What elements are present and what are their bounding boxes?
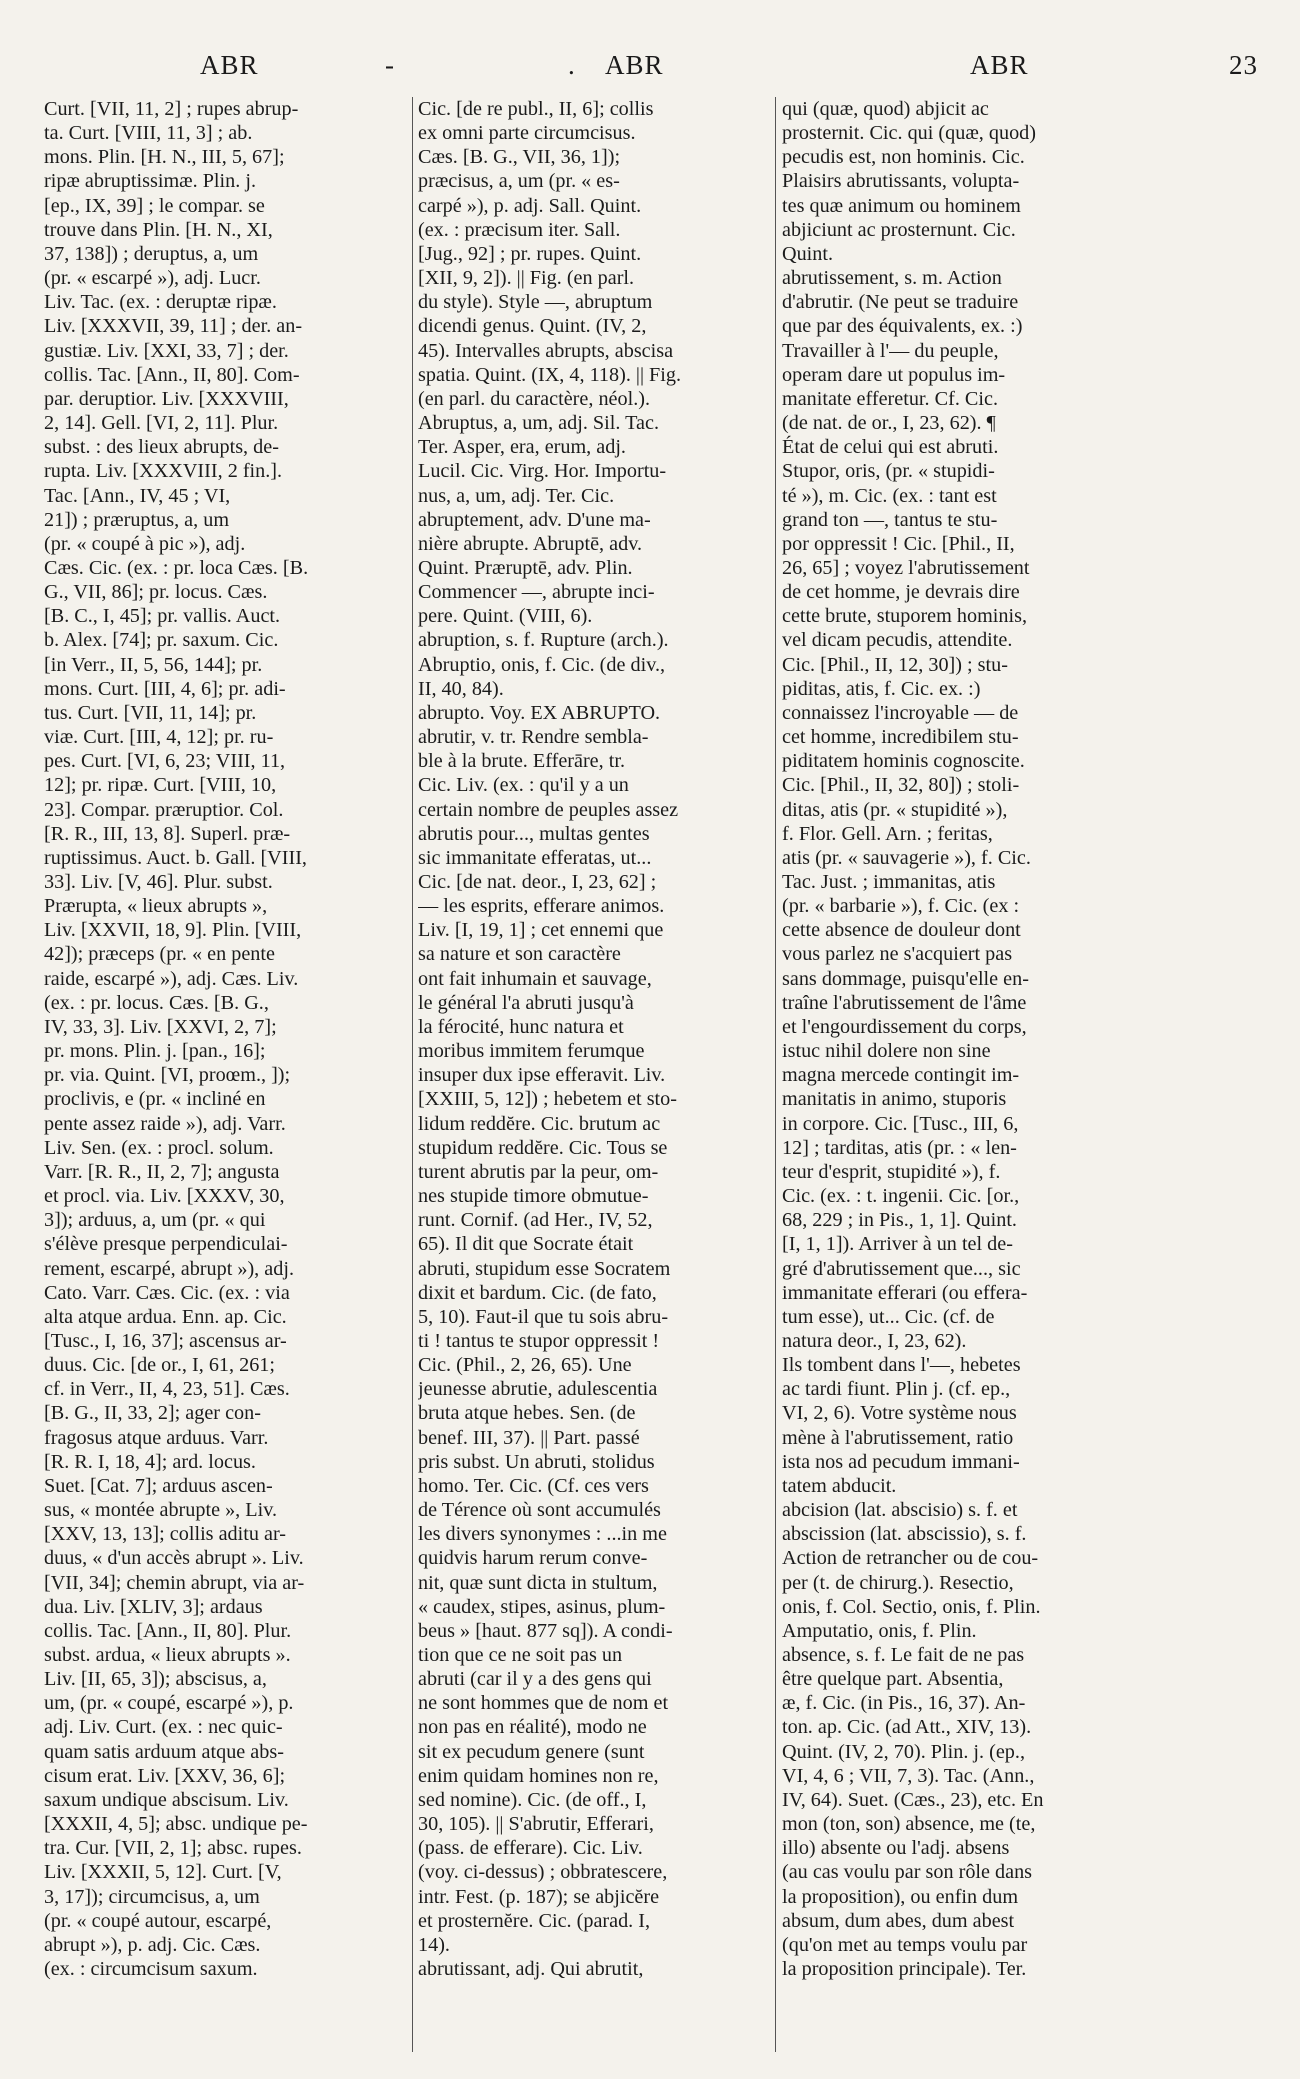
- text-line: piditatem hominis cognoscite.: [782, 750, 1025, 773]
- text-line: sa nature et son caractère: [418, 943, 621, 966]
- text-line: istuc nihil dolere non sine: [782, 1040, 991, 1063]
- text-line: ble à la brute. Efferāre, tr.: [418, 750, 625, 773]
- text-line: pes. Curt. [VI, 6, 23; VIII, 11,: [44, 750, 286, 773]
- text-line: 23]. Compar. præruptior. Col.: [44, 798, 284, 821]
- text-line: vel dicam pecudis, attendite.: [782, 629, 1013, 652]
- text-line: pecudis est, non hominis. Cic.: [782, 146, 1025, 169]
- text-line: la férocité, hunc natura et: [418, 1015, 624, 1038]
- text-line: pr. mons. Plin. j. [pan., 16];: [44, 1040, 266, 1063]
- text-line: abruti (car il y a des gens qui: [418, 1668, 652, 1691]
- text-line: enim quidam homines non re,: [418, 1764, 659, 1787]
- text-line: 14).: [418, 1933, 450, 1956]
- text-line: Ils tombent dans l'—, hebetes: [782, 1354, 1021, 1377]
- text-line: manitatis in animo, stuporis: [782, 1088, 1007, 1111]
- header-middle-word: ABR: [605, 50, 664, 80]
- text-line: tes quæ animum ou hominem: [782, 194, 1021, 217]
- text-line: nes stupide timore obmutue-: [418, 1185, 649, 1208]
- text-line: rupta. Liv. [XXXVIII, 2 fin.].: [44, 460, 283, 483]
- text-line: magna mercede contingit im-: [782, 1064, 1020, 1087]
- text-line: cette absence de douleur dont: [782, 919, 1021, 942]
- text-line: [ep., IX, 39] ; le compar. se: [44, 194, 265, 217]
- text-line: beus » [haut. 877 sq]). A condi-: [418, 1619, 673, 1642]
- text-line: abrupto. Voy. EX ABRUPTO.: [418, 701, 661, 724]
- text-line: 68, 229 ; in Pis., 1, 1]. Quint.: [782, 1209, 1017, 1232]
- text-line: 21]) ; præruptus, a, um: [44, 508, 230, 531]
- text-column-2: [418, 97, 768, 2057]
- text-line: ista nos ad pecudum immani-: [782, 1450, 1020, 1473]
- text-line: [in Verr., II, 5, 56, 144]; pr.: [44, 653, 263, 676]
- text-line: abrupt »), p. adj. Cic. Cæs.: [44, 1933, 261, 1956]
- text-line: Commencer —, abrupte inci-: [418, 581, 655, 604]
- text-line: tus. Curt. [VII, 11, 14]; pr.: [44, 701, 257, 724]
- text-line: adj. Liv. Curt. (ex. : nec quic-: [44, 1716, 283, 1739]
- text-line: 37, 138]) ; deruptus, a, um: [44, 242, 259, 265]
- text-line: illo) absente ou l'adj. absens: [782, 1837, 1010, 1860]
- text-line: b. Alex. [74]; pr. saxum. Cic.: [44, 629, 279, 652]
- text-line: ditas, atis (pr. « stupidité »),: [782, 798, 1008, 821]
- text-line: Prærupta, « lieux abrupts »,: [44, 895, 268, 918]
- text-line: Suet. [Cat. 7]; arduus ascen-: [44, 1474, 273, 1497]
- text-line: sit ex pecudum genere (sunt: [418, 1740, 645, 1763]
- text-line: tra. Cur. [VII, 2, 1]; absc. rupes.: [44, 1837, 302, 1860]
- text-line: gustiæ. Liv. [XXI, 33, 7] ; der.: [44, 339, 289, 362]
- text-line: [XII, 9, 2]). || Fig. (en parl.: [418, 267, 635, 290]
- text-line: mons. Plin. [H. N., III, 5, 67];: [44, 146, 285, 169]
- text-line: [Tusc., I, 16, 37]; ascensus ar-: [44, 1329, 287, 1352]
- text-line: carpé »), p. adj. Sall. Quint.: [418, 194, 642, 217]
- text-line: Plaisirs abrutissants, volupta-: [782, 170, 1020, 193]
- text-line: Varr. [R. R., II, 2, 7]; angusta: [44, 1160, 280, 1183]
- text-line: piditas, atis, f. Cic. ex. :): [782, 677, 981, 700]
- text-line: immanitate efferari (ou effera-: [782, 1281, 1028, 1304]
- text-line: Cæs. [B. G., VII, 36, 1]);: [418, 146, 621, 169]
- text-line: nière abrupte. Abruptē, adv.: [418, 532, 643, 555]
- header-right-word: ABR: [970, 50, 1029, 80]
- text-line: nus, a, um, adj. Ter. Cic.: [418, 484, 615, 507]
- text-line: (de nat. de or., I, 23, 62). ¶: [782, 412, 996, 435]
- text-line: cisum erat. Liv. [XXV, 36, 6];: [44, 1764, 286, 1787]
- text-line: quam satis arduum atque abs-: [44, 1740, 284, 1763]
- text-line: [Jug., 92] ; pr. rupes. Quint.: [418, 242, 642, 265]
- text-line: subst. : des lieux abrupts, de-: [44, 436, 279, 459]
- text-line: Curt. [VII, 11, 2] ; rupes abrup-: [44, 98, 299, 120]
- text-line: du style). Style —, abruptum: [418, 291, 653, 314]
- page-number: 23: [1229, 50, 1258, 80]
- text-line: [B. C., I, 45]; pr. vallis. Auct.: [44, 605, 281, 628]
- text-line: Lucil. Cic. Virg. Hor. Importu-: [418, 460, 667, 483]
- text-line: per (t. de chirurg.). Resectio,: [782, 1571, 1014, 1594]
- text-line: traîne l'abrutissement de l'âme: [782, 991, 1027, 1014]
- text-line: rement, escarpé, abrupt »), adj.: [44, 1257, 294, 1280]
- text-line: ta. Curt. [VIII, 11, 3] ; ab.: [44, 122, 253, 145]
- text-line: abruti, stupidum esse Socratem: [418, 1257, 671, 1280]
- text-line: (ex. : præcisum iter. Sall.: [418, 218, 621, 241]
- text-line: raide, escarpé »), adj. Cæs. Liv.: [44, 967, 299, 990]
- text-line: abrutis pour..., multas gentes: [418, 822, 650, 845]
- text-line: Ter. Asper, era, erum, adj.: [418, 436, 626, 459]
- text-line: Quint. (IV, 2, 70). Plin. j. (ep.,: [782, 1740, 1025, 1763]
- text-line: « caudex, stipes, asinus, plum-: [418, 1595, 666, 1618]
- text-line: insuper dux ipse efferavit. Liv.: [418, 1064, 666, 1087]
- text-line: qui (quæ, quod) abjicit ac: [782, 98, 989, 120]
- text-column-3: [782, 97, 1134, 2057]
- text-line: 65). Il dit que Socrate était: [418, 1233, 634, 1256]
- text-line: pere. Quint. (VIII, 6).: [418, 605, 593, 628]
- text-line: onis, f. Col. Sectio, onis, f. Plin.: [782, 1595, 1041, 1618]
- text-line: runt. Cornif. (ad Her., IV, 52,: [418, 1209, 653, 1232]
- text-column-1: [44, 97, 410, 2057]
- text-line: cette brute, stuporem hominis,: [782, 605, 1028, 628]
- text-line: 5, 10). Faut-il que tu sois abru-: [418, 1305, 669, 1328]
- text-line: Tac. Just. ; immanitas, atis: [782, 871, 996, 893]
- text-line: operam dare ut populus im-: [782, 363, 1006, 386]
- text-line: gré d'abrutissement que..., sic: [782, 1257, 1021, 1280]
- text-line: abruption, s. f. Rupture (arch.).: [418, 629, 669, 652]
- text-line: de Térence où sont accumulés: [418, 1499, 661, 1522]
- text-line: Cato. Varr. Cæs. Cic. (ex. : via: [44, 1281, 290, 1304]
- column-divider: [412, 97, 413, 2052]
- text-line: 12] ; tarditas, atis (pr. : « len-: [782, 1136, 1017, 1159]
- text-line: 2, 14]. Gell. [VI, 2, 11]. Plur.: [44, 412, 279, 435]
- text-line: être quelque part. Absentia,: [782, 1668, 1004, 1691]
- text-line: alta atque ardua. Enn. ap. Cic.: [44, 1305, 287, 1328]
- text-line: Abruptio, onis, f. Cic. (de div.,: [418, 653, 666, 676]
- text-line: subst. ardua, « lieux abrupts ».: [44, 1644, 291, 1666]
- text-line: 26, 65] ; voyez l'abrutissement: [782, 556, 1030, 579]
- text-line: Cic. [de re publ., II, 6]; collis: [418, 98, 654, 120]
- text-line: collis. Tac. [Ann., II, 80]. Plur.: [44, 1619, 292, 1642]
- text-line: proclivis, e (pr. « incliné en: [44, 1088, 266, 1111]
- text-line: ac tardi fiunt. Plin j. (cf. ep.,: [782, 1378, 1011, 1401]
- text-line: pr. via. Quint. [VI, proœm., ]);: [44, 1064, 291, 1087]
- text-line: — les esprits, efferare animos.: [418, 895, 665, 918]
- text-line: dicendi genus. Quint. (IV, 2,: [418, 315, 647, 338]
- text-line: abcision (lat. abscisio) s. f. et: [782, 1499, 1018, 1522]
- text-line: absum, dum abes, dum abest: [782, 1909, 1015, 1932]
- text-line: ripæ abruptissimæ. Plin. j.: [44, 170, 256, 193]
- text-line: d'abrutir. (Ne peut se traduire: [782, 291, 1019, 314]
- text-line: absence, s. f. Le fait de ne pas: [782, 1644, 1025, 1666]
- text-line: [I, 1, 1]). Arriver à un tel de-: [782, 1233, 1013, 1256]
- text-line: tion que ce ne soit pas un: [418, 1644, 623, 1666]
- text-line: 3, 17]); circumcisus, a, um: [44, 1885, 260, 1908]
- text-line: (pr. « coupé à pic »), adj.: [44, 532, 246, 555]
- text-line: et procl. via. Liv. [XXXV, 30,: [44, 1185, 285, 1208]
- text-line: 42]); præceps (pr. « en pente: [44, 943, 275, 966]
- text-line: VI, 4, 6 ; VII, 7, 3). Tac. (Ann.,: [782, 1764, 1035, 1787]
- text-line: (pr. « coupé autour, escarpé,: [44, 1909, 272, 1932]
- text-line: Cic. (Phil., 2, 26, 65). Une: [418, 1354, 632, 1377]
- text-line: jeunesse abrutie, adulescentia: [418, 1378, 658, 1401]
- text-line: 45). Intervalles abrupts, abscisa: [418, 339, 674, 362]
- text-line: tatem abducit.: [782, 1474, 897, 1497]
- column-divider: [775, 97, 776, 2052]
- text-line: abrutissant, adj. Qui abrutit,: [418, 1958, 644, 1981]
- text-line: État de celui qui est abruti.: [782, 436, 999, 459]
- text-line: (pr. « escarpé »), adj. Lucr.: [44, 267, 261, 290]
- text-line: 3]); arduus, a, um (pr. « qui: [44, 1209, 266, 1232]
- text-line: Tac. [Ann., IV, 45 ; VI,: [44, 484, 231, 507]
- text-line: (en parl. du caractère, néol.).: [418, 387, 651, 410]
- text-line: um, (pr. « coupé, escarpé »), p.: [44, 1692, 294, 1715]
- text-line: Cæs. Cic. (ex. : pr. loca Cæs. [B.: [44, 556, 309, 579]
- text-line: [R. R. I, 18, 4]; ard. locus.: [44, 1450, 256, 1473]
- text-line: (qu'on met au temps voulu par: [782, 1933, 1028, 1956]
- text-line: prosternit. Cic. qui (quæ, quod): [782, 122, 1036, 145]
- text-line: la proposition), ou enfin dum: [782, 1885, 1019, 1908]
- text-line: stupidum reddĕre. Cic. Tous se: [418, 1136, 668, 1159]
- text-line: Abruptus, a, um, adj. Sil. Tac.: [418, 412, 659, 435]
- text-line: que par des équivalents, ex. :): [782, 315, 1023, 338]
- text-line: grand ton —, tantus te stu-: [782, 508, 998, 531]
- text-line: (pr. « barbarie »), f. Cic. (ex :: [782, 895, 1020, 918]
- text-line: [B. G., II, 33, 2]; ager con-: [44, 1402, 261, 1425]
- text-line: f. Flor. Gell. Arn. ; feritas,: [782, 822, 993, 845]
- text-line: Cic. (ex. : t. ingenii. Cic. [or.,: [782, 1185, 1020, 1208]
- text-line: mons. Curt. [III, 4, 6]; pr. adi-: [44, 677, 286, 700]
- text-line: connaissez l'incroyable — de: [782, 701, 1019, 724]
- text-line: Liv. [I, 19, 1] ; cet ennemi que: [418, 919, 664, 942]
- text-line: pris subst. Un abruti, stolidus: [418, 1450, 655, 1473]
- text-line: Cic. Liv. (ex. : qu'il y a un: [418, 774, 629, 797]
- text-line: duus, « d'un accès abrupt ». Liv.: [44, 1547, 304, 1570]
- text-line: [XXIII, 5, 12]) ; hebetem et sto-: [418, 1088, 677, 1111]
- text-line: bruta atque hebes. Sen. (de: [418, 1402, 636, 1425]
- text-line: Liv. [XXXVII, 39, 11] ; der. an-: [44, 315, 303, 338]
- text-line: Cic. [de nat. deor., I, 23, 62] ;: [418, 871, 657, 893]
- text-line: 30, 105). || S'abrutir, Efferari,: [418, 1813, 654, 1836]
- text-line: quidvis harum rerum conve-: [418, 1547, 648, 1570]
- text-line: cet homme, incredibilem stu-: [782, 726, 1019, 749]
- text-line: [R. R., III, 13, 8]. Superl. præ-: [44, 822, 291, 845]
- text-line: Quint.: [782, 242, 834, 265]
- text-line: viæ. Curt. [III, 4, 12]; pr. ru-: [44, 726, 274, 749]
- text-line: (au cas voulu par son rôle dans: [782, 1861, 1033, 1884]
- text-line: benef. III, 37). || Part. passé: [418, 1426, 640, 1449]
- text-line: [VII, 34]; chemin abrupt, via ar-: [44, 1571, 305, 1594]
- text-line: II, 40, 84).: [418, 677, 504, 700]
- text-line: ne sont hommes que de nom et: [418, 1692, 669, 1715]
- text-line: fragosus atque arduus. Varr.: [44, 1426, 269, 1449]
- text-line: 12]; pr. ripæ. Curt. [VIII, 10,: [44, 774, 277, 797]
- text-line: [XXV, 13, 13]; collis aditu ar-: [44, 1523, 286, 1546]
- text-line: pente assez raide »), adj. Varr.: [44, 1112, 286, 1135]
- text-line: Stupor, oris, (pr. « stupidi-: [782, 460, 995, 483]
- text-line: IV, 33, 3]. Liv. [XXVI, 2, 7];: [44, 1015, 277, 1038]
- text-line: ti ! tantus te stupor oppressit !: [418, 1329, 660, 1352]
- text-line: le général l'a abruti jusqu'à: [418, 991, 634, 1014]
- text-line: IV, 64). Suet. (Cæs., 23), etc. En: [782, 1788, 1044, 1811]
- text-line: manitate efferetur. Cf. Cic.: [782, 387, 998, 410]
- text-line: abruptement, adv. D'une ma-: [418, 508, 651, 531]
- text-line: Travailler à l'— du peuple,: [782, 339, 999, 362]
- text-line: 33]. Liv. [V, 46]. Plur. subst.: [44, 871, 273, 893]
- text-line: (ex. : pr. locus. Cæs. [B. G.,: [44, 991, 269, 1014]
- text-line: duus. Cic. [de or., I, 61, 261;: [44, 1354, 276, 1377]
- header-mark-1: -: [385, 50, 395, 80]
- text-line: Action de retrancher ou de cou-: [782, 1547, 1039, 1570]
- text-line: de cet homme, je devrais dire: [782, 581, 1020, 604]
- text-line: sans dommage, puisqu'elle en-: [782, 967, 1029, 990]
- text-line: præcisus, a, um (pr. « es-: [418, 170, 620, 193]
- text-line: vous parlez ne s'acquiert pas: [782, 943, 1013, 966]
- text-line: moribus immitem ferumque: [418, 1040, 645, 1063]
- text-line: Liv. Tac. (ex. : deruptæ ripæ.: [44, 291, 277, 314]
- header-mark-2: .: [568, 50, 576, 80]
- text-line: Cic. [Phil., II, 12, 30]) ; stu-: [782, 653, 1008, 676]
- text-line: ex omni parte circumcisus.: [418, 122, 636, 145]
- text-line: saxum undique abscisum. Liv.: [44, 1788, 289, 1811]
- text-line: (voy. ci-dessus) ; obbratescere,: [418, 1861, 668, 1884]
- text-line: et prosternĕre. Cic. (parad. I,: [418, 1909, 651, 1932]
- text-line: certain nombre de peuples assez: [418, 798, 679, 821]
- text-line: ont fait inhumain et sauvage,: [418, 967, 652, 990]
- text-line: por oppressit ! Cic. [Phil., II,: [782, 532, 1015, 555]
- text-line: dua. Liv. [XLIV, 3]; ardaus: [44, 1595, 263, 1618]
- header-left-word: ABR: [200, 50, 259, 80]
- text-line: Liv. [XXXII, 5, 12]. Curt. [V,: [44, 1861, 282, 1884]
- text-line: in corpore. Cic. [Tusc., III, 6,: [782, 1112, 1019, 1135]
- text-line: intr. Fest. (p. 187); se abjicĕre: [418, 1885, 660, 1908]
- text-line: nit, quæ sunt dicta in stultum,: [418, 1571, 658, 1594]
- text-line: s'élève presque perpendiculai-: [44, 1233, 288, 1256]
- text-line: abjiciunt ac prosternunt. Cic.: [782, 218, 1016, 241]
- running-header: [40, 50, 1270, 90]
- text-line: Amputatio, onis, f. Plin.: [782, 1619, 977, 1642]
- text-line: æ, f. Cic. (in Pis., 16, 37). An-: [782, 1692, 1026, 1715]
- text-line: cf. in Verr., II, 4, 23, 51]. Cæs.: [44, 1378, 290, 1401]
- text-line: Liv. Sen. (ex. : procl. solum.: [44, 1136, 274, 1159]
- text-line: abscission (lat. abscissio), s. f.: [782, 1523, 1027, 1546]
- text-line: atis (pr. « sauvagerie »), f. Cic.: [782, 846, 1031, 869]
- text-line: G., VII, 86]; pr. locus. Cæs.: [44, 581, 268, 604]
- text-line: VI, 2, 6). Votre système nous: [782, 1402, 1017, 1425]
- text-line: sus, « montée abrupte », Liv.: [44, 1499, 278, 1522]
- text-line: ton. ap. Cic. (ad Att., XIV, 13).: [782, 1716, 1032, 1739]
- text-line: Cic. [Phil., II, 32, 80]) ; stoli-: [782, 774, 1020, 797]
- text-line: [XXXII, 4, 5]; absc. undique pe-: [44, 1813, 308, 1836]
- text-line: la proposition principale). Ter.: [782, 1958, 1027, 1981]
- text-line: teur d'esprit, stupidité »), f.: [782, 1160, 1001, 1183]
- text-line: ruptissimus. Auct. b. Gall. [VIII,: [44, 846, 307, 869]
- text-line: et l'engourdissement du corps,: [782, 1015, 1027, 1038]
- text-line: abrutissement, s. m. Action: [782, 267, 1002, 290]
- text-line: té »), m. Cic. (ex. : tant est: [782, 484, 997, 507]
- text-line: sed nomine). Cic. (de off., I,: [418, 1788, 647, 1811]
- text-line: turent abrutis par la peur, om-: [418, 1160, 659, 1183]
- text-line: les divers synonymes : ...in me: [418, 1523, 667, 1546]
- text-line: mène à l'abrutissement, ratio: [782, 1426, 1014, 1449]
- text-line: dixit et bardum. Cic. (de fato,: [418, 1281, 657, 1304]
- text-line: lidum reddĕre. Cic. brutum ac: [418, 1112, 661, 1135]
- text-line: par. deruptior. Liv. [XXXVIII,: [44, 387, 289, 410]
- text-line: sic immanitate efferatas, ut...: [418, 846, 652, 869]
- text-line: Quint. Præruptē, adv. Plin.: [418, 556, 633, 579]
- text-line: Liv. [II, 65, 3]); abscisus, a,: [44, 1668, 267, 1691]
- text-line: tum esse), ut... Cic. (cf. de: [782, 1305, 995, 1328]
- text-line: collis. Tac. [Ann., II, 80]. Com-: [44, 363, 300, 386]
- text-line: abrutir, v. tr. Rendre sembla-: [418, 726, 649, 749]
- text-line: Liv. [XXVII, 18, 9]. Plin. [VIII,: [44, 919, 302, 942]
- text-line: spatia. Quint. (IX, 4, 118). || Fig.: [418, 363, 682, 386]
- text-line: natura deor., I, 23, 62).: [782, 1329, 967, 1352]
- text-line: (ex. : circumcisum saxum.: [44, 1958, 258, 1981]
- text-line: non pas en réalité), modo ne: [418, 1716, 647, 1739]
- text-line: mon (ton, son) absence, me (te,: [782, 1813, 1036, 1836]
- text-line: (pass. de efferare). Cic. Liv.: [418, 1837, 643, 1860]
- text-line: trouve dans Plin. [H. N., XI,: [44, 218, 273, 241]
- text-line: homo. Ter. Cic. (Cf. ces vers: [418, 1474, 649, 1497]
